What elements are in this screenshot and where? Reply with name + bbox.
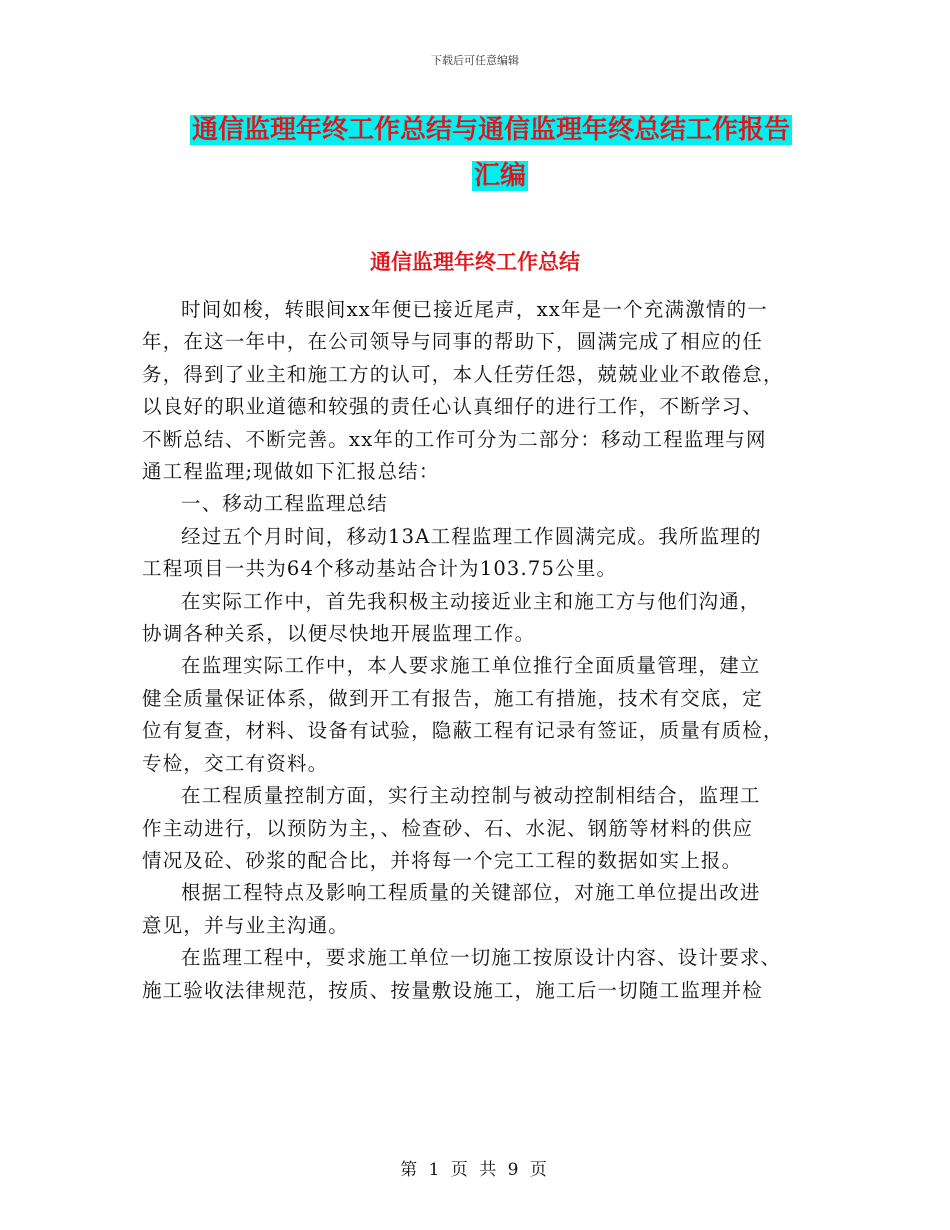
paragraph-quality-management: 在监理实际工作中，本人要求施工单位推行全面质量管理，建立 健全质量保证体系，做到开工有报告，施工有措施，技术有交底，定 位有复查，材料、设备有试验，隐蔽工程有记录有签证，质量有质检， 专检，交工有资料。 bbox=[142, 654, 784, 775]
paragraph-key-parts: 根据工程特点及影响工程质量的关键部位，对施工单位提出改进 意见，并与业主沟通。 bbox=[142, 881, 761, 937]
paragraph-supervision: 在监理工程中，要求施工单位一切施工按原设计内容、设计要求、 施工验收法律规范，按质、按量敷设施工，施工后一切随工监理并检 bbox=[142, 946, 782, 1002]
title-highlight-1: 通信监理年终工作总结与通信监理年终总结工作报告 bbox=[192, 115, 791, 145]
paragraph-quality-control: 在工程质量控制方面，实行主动控制与被动控制相结合，监理工 作主动进行，以预防为主，、检查砂、石、水泥、钢筋等材料的供应 情况及砼、砂浆的配合比，并将每一个完工工程的数据如实上报。 bbox=[142, 784, 761, 872]
title-highlight-2: 汇编 bbox=[473, 161, 526, 191]
section-heading: 通信监理年终工作总结 bbox=[370, 250, 580, 274]
paragraph-intro: 时间如梭，转眼间xx年便已接近尾声，xx年是一个充满激情的一 年，在这一年中，在公司领导与同事的帮助下，圆满完成了相应的任 务，得到了业主和施工方的认可，本人任劳任怨，兢兢业业不敢倦怠， 以良好的职业道德和较强的责任心认真细仔的进行工作，不断学习、 不断总结、不断完善。xx年的工作可分为二部分：移动工程监理与网 通工程监理;现做如下汇报总结： bbox=[142, 298, 784, 484]
document-title-line-2 bbox=[190, 153, 810, 199]
document-title-line-1 bbox=[190, 107, 810, 153]
paragraph-communication: 在实际工作中，首先我积极主动接近业主和施工方与他们沟通， 协调各种关系，以便尽快地开展监理工作。 bbox=[142, 589, 761, 646]
page-header-note: 下载后可任意编辑 bbox=[431, 54, 519, 67]
paragraph-subheading-mobile: 一、移动工程监理总结 bbox=[181, 492, 389, 516]
document-body bbox=[142, 294, 812, 1007]
paragraph-13a-project: 经过五个月时间，移动13A工程监理工作圆满完成。我所监理的 工程项目一共为64个移动基站合计为103.75公里。 bbox=[142, 524, 762, 581]
page-number: 第 1 页 共 9 页 bbox=[400, 1160, 550, 1180]
document-title bbox=[190, 107, 810, 199]
